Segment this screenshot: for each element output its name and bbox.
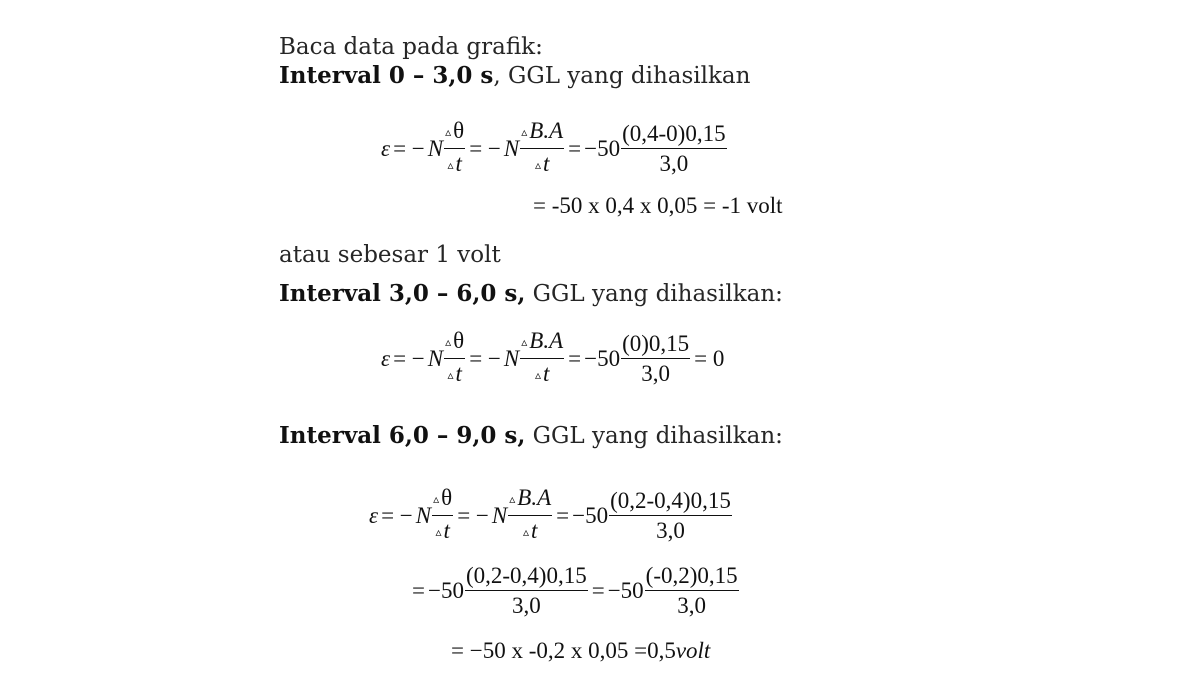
- interval1-result: = -50 x 0,4 x 0,05 = -1 volt: [533, 193, 783, 218]
- fraction-denominator: 3,0: [677, 593, 707, 618]
- interval1-label: Interval 0 – 3,0 s: [279, 62, 494, 89]
- t-symbol: t: [531, 518, 538, 543]
- interval3-line2-fraction1: [465, 563, 588, 619]
- equals-sign: =: [568, 346, 582, 371]
- delta-ba-fraction: [520, 328, 564, 390]
- equals-minus: = −: [393, 136, 425, 161]
- interval2-heading: [279, 280, 783, 308]
- delta-icon: ▵: [509, 492, 516, 506]
- interval1-equation: [381, 118, 728, 180]
- intro-text: Baca data pada grafik:: [279, 34, 543, 60]
- interval2-value-fraction: [621, 331, 690, 387]
- ba-symbol: B.A: [517, 485, 552, 510]
- theta-symbol: θ: [453, 118, 465, 143]
- note-text: atau sebesar 1 volt: [279, 242, 501, 268]
- theta-symbol: θ: [441, 485, 453, 510]
- delta-theta-fraction: [432, 485, 453, 547]
- delta-icon: ▵: [447, 158, 454, 172]
- interval3-equation-line1: [369, 485, 733, 547]
- delta-theta-fraction: [444, 328, 465, 390]
- n-symbol: N: [427, 136, 444, 161]
- t-symbol: t: [543, 151, 550, 176]
- interval1-fraction-denominator: 3,0: [659, 151, 689, 176]
- interval3-fraction-denominator: 3,0: [656, 518, 685, 543]
- interval1-value-fraction: [621, 121, 726, 177]
- epsilon-symbol: ε: [381, 136, 391, 161]
- interval3-equation-line3: [451, 638, 710, 664]
- interval2-label: Interval 3,0 – 6,0 s,: [279, 280, 526, 307]
- interval3-label: Interval 6,0 – 9,0 s,: [279, 422, 526, 449]
- t-symbol: t: [543, 361, 550, 386]
- interval2-fraction-denominator: 3,0: [641, 361, 670, 386]
- interval2-suffix: GGL yang dihasilkan:: [525, 281, 783, 307]
- interval3-fraction-numerator: (0,2-0,4)0,15: [609, 488, 732, 516]
- delta-icon: ▵: [534, 158, 541, 172]
- fraction-numerator: (-0,2)0,15: [645, 563, 739, 591]
- coefficient: −50: [584, 136, 621, 161]
- delta-icon: ▵: [522, 525, 529, 539]
- interval1-fraction-numerator: (0,4-0)0,15: [621, 121, 726, 149]
- epsilon-symbol: ε: [381, 346, 391, 371]
- t-symbol: t: [455, 361, 462, 386]
- delta-icon: ▵: [435, 525, 442, 539]
- equals-sign: =: [556, 503, 570, 528]
- interval1-heading: [279, 62, 750, 90]
- epsilon-symbol: ε: [369, 503, 379, 528]
- interval2-fraction-numerator: (0)0,15: [621, 331, 690, 359]
- n-symbol: N: [427, 346, 444, 371]
- interval3-final-unit: volt: [675, 638, 711, 663]
- delta-icon: ▵: [447, 368, 454, 382]
- interval3-equation-line2: [409, 563, 740, 619]
- n-symbol: N: [503, 136, 520, 161]
- delta-icon: ▵: [445, 125, 452, 139]
- theta-symbol: θ: [453, 328, 465, 353]
- delta-icon: ▵: [433, 492, 440, 506]
- delta-ba-fraction: [520, 118, 564, 180]
- coefficient: −50: [427, 578, 464, 603]
- delta-icon: ▵: [521, 125, 528, 139]
- interval3-value-fraction: [609, 488, 732, 544]
- fraction-numerator: (0,2-0,4)0,15: [465, 563, 588, 591]
- interval3-heading: [279, 422, 783, 450]
- interval3-final-text: = −50 x -0,2 x 0,05 =0,5: [451, 638, 676, 663]
- equals-minus: = −: [469, 136, 501, 161]
- equals-minus: = −: [393, 346, 425, 371]
- interval3-line2-fraction2: [645, 563, 739, 619]
- delta-icon: ▵: [445, 335, 452, 349]
- t-symbol: t: [455, 151, 462, 176]
- fraction-denominator: 3,0: [511, 593, 541, 618]
- interval2-equation: [381, 328, 727, 390]
- equals-minus: = −: [457, 503, 489, 528]
- equals-sign: =: [568, 136, 582, 161]
- n-symbol: N: [415, 503, 432, 528]
- delta-icon: ▵: [534, 368, 541, 382]
- equals-minus: = −: [469, 346, 501, 371]
- interval1-suffix: , GGL yang dihasilkan: [493, 63, 751, 89]
- interval2-result: = 0: [694, 346, 725, 371]
- interval3-suffix: GGL yang dihasilkan:: [525, 423, 783, 449]
- n-symbol: N: [503, 346, 520, 371]
- delta-ba-fraction: [508, 485, 552, 547]
- ba-symbol: B.A: [529, 118, 564, 143]
- coefficient: −50: [572, 503, 609, 528]
- equals-minus: = −: [381, 503, 413, 528]
- n-symbol: N: [491, 503, 508, 528]
- equals-sign: =: [591, 578, 605, 603]
- delta-theta-fraction: [444, 118, 465, 180]
- ba-symbol: B.A: [529, 328, 564, 353]
- coefficient: −50: [607, 578, 644, 603]
- delta-icon: ▵: [521, 335, 528, 349]
- t-symbol: t: [443, 518, 450, 543]
- coefficient: −50: [584, 346, 621, 371]
- equals-sign: =: [412, 578, 425, 603]
